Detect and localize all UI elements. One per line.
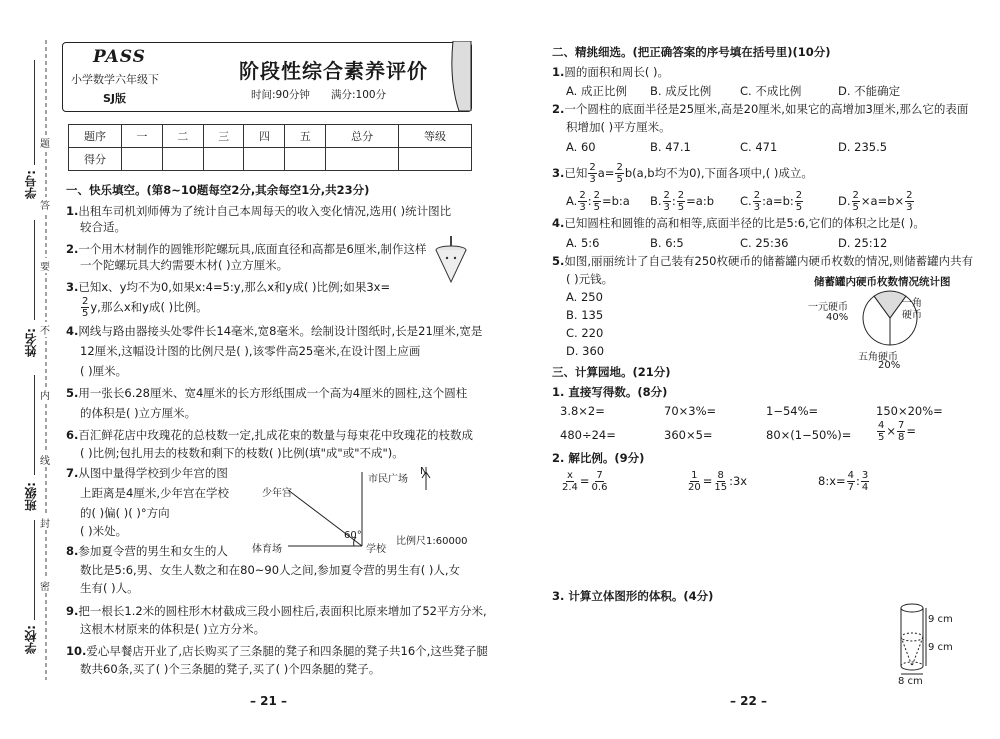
question-3 xyxy=(66,280,390,295)
page-title: 阶段性综合素养评价 xyxy=(239,59,428,83)
question-text: )个三条腿的凳子,买了( xyxy=(160,662,281,676)
class-line xyxy=(34,375,35,475)
fraction: $\frac{7}{8}$ xyxy=(898,420,905,443)
question-text: 已知x、y均不为0,如果x:4=5:y,那么x和y成( xyxy=(78,280,309,294)
fraction: $\frac{2}{5}$ xyxy=(795,190,803,213)
question-5-cont xyxy=(80,406,196,421)
question-8-cont2: 生有( )人。 xyxy=(80,581,139,595)
question-number: 9. xyxy=(66,604,79,618)
map-label-stadium: 体育场 xyxy=(252,544,282,555)
option-c[interactable]: C. $\frac{2}{3}$ :a=b: $\frac{2}{5}$ xyxy=(740,190,803,213)
fraction: $\frac{2}{5}$ xyxy=(82,296,89,319)
question-8-cont xyxy=(80,563,460,578)
question-7-line4: ( )米处。 xyxy=(80,524,128,538)
option-d[interactable]: D. 360 xyxy=(566,344,605,358)
fraction: $\frac{2}{3}$ xyxy=(579,190,586,213)
question-number: 7. xyxy=(66,466,79,480)
seal-char: 密 xyxy=(40,578,50,593)
option-d[interactable]: D. $\frac{2}{5}$ ×a=b× $\frac{2}{3}$ xyxy=(838,190,913,213)
option-letter: B. xyxy=(650,194,662,208)
question-text: 出租车司机刘师傅为了统计自己本周每天的收入变化情况,选用( xyxy=(78,204,398,218)
option-letter: A. xyxy=(566,194,578,208)
question-text: )立方厘米。 xyxy=(130,406,197,420)
score-table xyxy=(68,124,472,171)
score-input-cell[interactable] xyxy=(122,148,163,171)
fraction: $\frac{2}{3}$ xyxy=(663,190,670,213)
question-7-line3: 的( )偏( )( )°方向 xyxy=(80,506,170,520)
score-table-cell: 二 xyxy=(162,125,203,148)
question-text: 如图,丽丽统计了自己装有250枚硬币的储蓄罐内硬币枚数的情况,则储蓄罐内共有 xyxy=(564,254,974,268)
question-9-cont xyxy=(80,622,265,637)
calc-item: 80×(1−50%)= xyxy=(766,428,852,442)
school-line xyxy=(34,520,35,620)
fraction: $\frac{8}{15}$ xyxy=(714,470,728,493)
question-text: 数共60条,买了( xyxy=(80,662,161,676)
seal-char: 题 xyxy=(40,135,50,150)
question-number: 5. xyxy=(66,386,79,400)
question-text: 一个陀螺玩具大约需要木材( xyxy=(80,258,223,272)
question-9 xyxy=(66,604,487,619)
score-table-cell: 三 xyxy=(203,125,244,148)
fraction: $\frac{2}{5}$ xyxy=(616,162,623,185)
question-2 xyxy=(66,242,427,257)
option-c[interactable]: C. 25:36 xyxy=(740,236,789,250)
calc-item: 150×20%= xyxy=(876,404,943,418)
fraction: $\frac{2}{5}$ xyxy=(677,190,685,213)
question-8 xyxy=(66,544,228,559)
student-id-label: 学号: xyxy=(24,170,38,199)
question-number: 1. xyxy=(552,65,565,79)
score-table-cell: 总分 xyxy=(326,125,399,148)
question-1-cont: 较合适。 xyxy=(80,220,126,234)
fraction: $\frac{7}{0.6}$ xyxy=(591,470,608,493)
page-number-left: – 21 – xyxy=(250,694,288,708)
question-text: )人,女 xyxy=(425,563,461,577)
option-a[interactable]: A. 250 xyxy=(566,290,603,304)
question-number: 3. xyxy=(552,166,565,180)
question-text: )比例。 xyxy=(164,300,208,314)
exam-header xyxy=(62,42,472,112)
score-table-header-row xyxy=(69,125,472,148)
question-text: 爱心早餐店开业了,店长购买了三条腿的凳子和四条腿的凳子共16个,这些凳子腿 xyxy=(86,644,488,658)
calc-item: 360×5= xyxy=(664,428,713,442)
question-6-cont xyxy=(80,446,404,461)
seal-char: 要 xyxy=(40,258,50,273)
map-label-shimin: 市民广场 xyxy=(368,474,408,485)
pie-label-yijiao: 一角硬币 xyxy=(902,298,922,321)
question-number: 10. xyxy=(66,644,87,658)
question-6 xyxy=(66,428,473,443)
choice-question-5-cont: ( )元钱。 xyxy=(566,272,614,286)
map-label-school: 学校 xyxy=(366,544,386,555)
score-table-cell: 等级 xyxy=(399,125,472,148)
pie-chart-title: 储蓄罐内硬币枚数情况统计图 xyxy=(814,276,951,288)
question-number: 2. xyxy=(66,242,79,256)
proportion-3: 8:x= $\frac{4}{7}$ : $\frac{3}{4}$ xyxy=(818,470,869,493)
option-c[interactable]: C. 220 xyxy=(566,326,604,340)
question-text: 百汇鲜花店中玫瑰花的总枝数一定,扎成花束的数量与每束花中玫瑰花的枝数成 xyxy=(78,428,474,442)
pie-label-yiyuan: 一元硬币 xyxy=(808,302,848,313)
seal-char: 线 xyxy=(40,452,50,467)
pie-label-wujiao-pct: 20% xyxy=(878,360,901,371)
section-3-heading: 三、计算园地。(21分) xyxy=(552,365,671,379)
calc-item: $\frac{4}{5}$ × $\frac{7}{8}$ = xyxy=(878,420,917,443)
map-scale: 比例尺1:60000 xyxy=(396,536,468,547)
calc-3-heading: 3. 计算立体图形的体积。(4分) xyxy=(552,589,714,603)
binding-gutter xyxy=(0,40,60,690)
option-a[interactable]: A. 成正比例 xyxy=(566,84,627,98)
seal-char: 不 xyxy=(40,322,50,337)
option-b[interactable]: B. 47.1 xyxy=(650,140,691,154)
question-4 xyxy=(66,324,482,339)
option-b[interactable]: B. $\frac{2}{3}$ : $\frac{2}{5}$ =a:b xyxy=(650,190,715,213)
cylinder-height-top: 9 cm xyxy=(928,614,953,625)
proportion-1: $\frac{x}{2.4}$ = $\frac{7}{0.6}$ xyxy=(562,470,608,493)
question-text: )立方分米。 xyxy=(199,622,266,636)
score-input-cell[interactable] xyxy=(285,148,326,171)
fraction: $\frac{2}{3}$ xyxy=(589,162,596,185)
score-input-cell[interactable] xyxy=(162,148,203,171)
question-text: 数比是5:6,男、女生人数之和在80~90人之间,参加夏令营的男生有( xyxy=(80,563,426,577)
question-text: 一个圆柱的底面半径是25厘米,高是20厘米,如果它的高增加3厘米,那么它的表面 xyxy=(564,102,969,116)
option-d[interactable]: D. 25:12 xyxy=(838,236,888,250)
question-10 xyxy=(66,644,488,659)
question-7 xyxy=(66,466,228,481)
question-text: )立方厘米。 xyxy=(222,258,289,272)
question-text: )个四条腿的凳子。 xyxy=(280,662,381,676)
calc-item: 1−54%= xyxy=(766,404,819,418)
option-c[interactable]: C. 不成比例 xyxy=(740,84,802,98)
question-number: 8. xyxy=(66,544,79,558)
option-b[interactable]: B. 成反比例 xyxy=(650,84,712,98)
map-label-shaonian: 少年宫 xyxy=(262,488,292,499)
choice-question-5 xyxy=(552,254,973,269)
fraction: $\frac{3}{4}$ xyxy=(861,470,869,493)
score-input-cell[interactable] xyxy=(244,148,285,171)
student-id-line xyxy=(34,60,35,165)
question-number: 1. xyxy=(66,204,79,218)
question-number: 3. xyxy=(66,280,79,294)
class-label: 班级: xyxy=(24,482,38,511)
question-text: b(a,b均不为0),下面各项中,( )成立。 xyxy=(624,166,813,180)
question-text: a= xyxy=(597,166,615,180)
fraction: $\frac{1}{20}$ xyxy=(688,470,701,493)
question-5 xyxy=(66,386,467,401)
question-text: 网线与路由器接头处零件长14毫米,宽8毫米。绘制设计图纸时,长是21厘米,宽是 xyxy=(78,324,483,338)
fraction: $\frac{2}{3}$ xyxy=(753,190,761,213)
score-input-cell[interactable] xyxy=(399,148,472,171)
corner-fold xyxy=(449,41,473,111)
proportion-2: $\frac{1}{20}$ = $\frac{8}{15}$ :3x xyxy=(688,470,748,493)
cylinder-cone-figure xyxy=(896,600,936,678)
school-label: 学校: xyxy=(24,625,38,654)
pass-logo: PASS xyxy=(93,47,146,67)
option-letter: D. xyxy=(838,194,851,208)
grade-label: 小学数学六年级下 xyxy=(71,73,159,86)
option-letter: C. xyxy=(740,194,752,208)
option-b[interactable]: B. 135 xyxy=(566,308,604,322)
full-score-label: 满分:100分 xyxy=(331,89,387,101)
score-table-cell: 一 xyxy=(122,125,163,148)
calc-item: 3.8×2= xyxy=(560,404,605,418)
question-text: 把一根长1.2米的圆柱形木材截成三段小圆柱后,表面积比原来增加了52平方分米, xyxy=(78,604,487,618)
question-text: ),该零件高25毫米,在设计图上应画 xyxy=(240,344,421,358)
question-10-cont xyxy=(80,662,380,677)
question-text: 从图中量得学校到少年宫的图 xyxy=(78,466,228,480)
question-number: 4. xyxy=(66,324,79,338)
question-text: )统计图比 xyxy=(397,204,452,218)
question-text: )比例;如果3x= xyxy=(308,280,391,294)
cylinder-diameter: 8 cm xyxy=(898,676,923,687)
calc-2-heading: 2. 解比例。(9分) xyxy=(552,451,645,465)
score-table-cell: 四 xyxy=(244,125,285,148)
time-label: 时间:90分钟 xyxy=(251,89,310,101)
option-a[interactable]: A. 60 xyxy=(566,140,596,154)
score-input-cell[interactable] xyxy=(326,148,399,171)
question-text: 这根木材原来的体积是( xyxy=(80,622,200,636)
name-line xyxy=(34,220,35,320)
option-a[interactable]: A. 5:6 xyxy=(566,236,600,250)
fraction: $\frac{2}{3}$ xyxy=(906,190,913,213)
pie-label-yiyuan-pct: 40% xyxy=(826,312,849,323)
question-text: 参加夏令营的男生和女生的人 xyxy=(78,544,228,558)
option-d[interactable]: D. 235.5 xyxy=(838,140,888,154)
question-text: 已知 xyxy=(564,166,588,180)
question-text: 用一张长6.28厘米、宽4厘米的长方形纸围成一个高为4厘米的圆柱,这个圆柱 xyxy=(78,386,468,400)
score-input-cell[interactable] xyxy=(203,148,244,171)
name-label: 姓名: xyxy=(24,328,38,357)
question-text: 已知圆柱和圆锥的高和相等,底面半径的比是5:6,它们的体积之比是( )。 xyxy=(564,216,925,230)
question-text: )比例(填"成"或"不成")。 xyxy=(273,446,404,460)
fraction: $\frac{4}{7}$ xyxy=(847,470,855,493)
edition-label: SJ版 xyxy=(103,92,127,105)
choice-question-1 xyxy=(552,65,669,80)
choice-question-2 xyxy=(552,102,968,117)
choice-question-4 xyxy=(552,216,925,231)
seal-char: 内 xyxy=(40,387,50,402)
question-number: 4. xyxy=(552,216,565,230)
fraction: $\frac{4}{5}$ xyxy=(878,420,885,443)
question-text: 的体积是( xyxy=(80,406,131,420)
question-4-cont2: ( )厘米。 xyxy=(80,364,128,378)
option-a[interactable]: A. $\frac{2}{3}$ : $\frac{2}{5}$ =b:a xyxy=(566,190,630,213)
fraction: $\frac{x}{2.4}$ xyxy=(562,470,578,493)
seal-char: 封 xyxy=(40,515,50,530)
question-number: 2. xyxy=(552,102,565,116)
cylinder-height-bottom: 9 cm xyxy=(928,642,953,653)
question-4-cont xyxy=(80,344,420,359)
question-2-cont xyxy=(80,258,288,273)
choice-question-2-cont: 积增加( )平方厘米。 xyxy=(566,120,671,134)
calc-item: 480÷24= xyxy=(560,428,616,442)
question-number: 6. xyxy=(66,428,79,442)
question-text: 圆的面积和周长( )。 xyxy=(564,65,670,79)
question-text: 一个用木材制作的圆锥形陀螺玩具,底面直径和高都是6厘米,制作这样 xyxy=(78,242,427,256)
section-1-heading: 一、快乐填空。(第8~10题每空2分,其余每空1分,共23分) xyxy=(66,183,370,197)
question-3-cont xyxy=(80,296,208,319)
fraction: $\frac{2}{5}$ xyxy=(852,190,859,213)
option-b[interactable]: B. 6:5 xyxy=(650,236,684,250)
question-7-line2: 上距离是4厘米,少年宫在学校 xyxy=(80,486,229,500)
question-text: y,那么x和y成( xyxy=(90,300,165,314)
seal-char: 答 xyxy=(40,197,50,212)
map-label-angle: 60° xyxy=(344,530,362,541)
pie-label-wujiao: 五角硬币 xyxy=(858,352,898,363)
spinning-top-icon xyxy=(434,236,468,286)
score-table-score-row xyxy=(69,148,472,171)
score-table-cell: 题序 xyxy=(69,125,122,148)
question-number: 5. xyxy=(552,254,565,268)
question-1 xyxy=(66,204,451,219)
question-text: 12厘米,这幅设计图的比例尺是( xyxy=(80,344,241,358)
page-number-right: – 22 – xyxy=(730,694,768,708)
choice-question-3 xyxy=(552,160,813,186)
map-label-north: N xyxy=(420,466,428,477)
calc-item: 70×3%= xyxy=(664,404,717,418)
fraction: $\frac{2}{5}$ xyxy=(593,190,600,213)
score-table-cell: 五 xyxy=(285,125,326,148)
question-text: ( )比例;包扎用去的枝数和剩下的枝数( xyxy=(80,446,274,460)
calc-1-heading: 1. 直接写得数。(8分) xyxy=(552,385,668,399)
score-row-label: 得分 xyxy=(69,148,122,171)
option-c[interactable]: C. 471 xyxy=(740,140,778,154)
option-d[interactable]: D. 不能确定 xyxy=(838,84,901,98)
section-2-heading: 二、精挑细选。(把正确答案的序号填在括号里)(10分) xyxy=(552,45,831,59)
